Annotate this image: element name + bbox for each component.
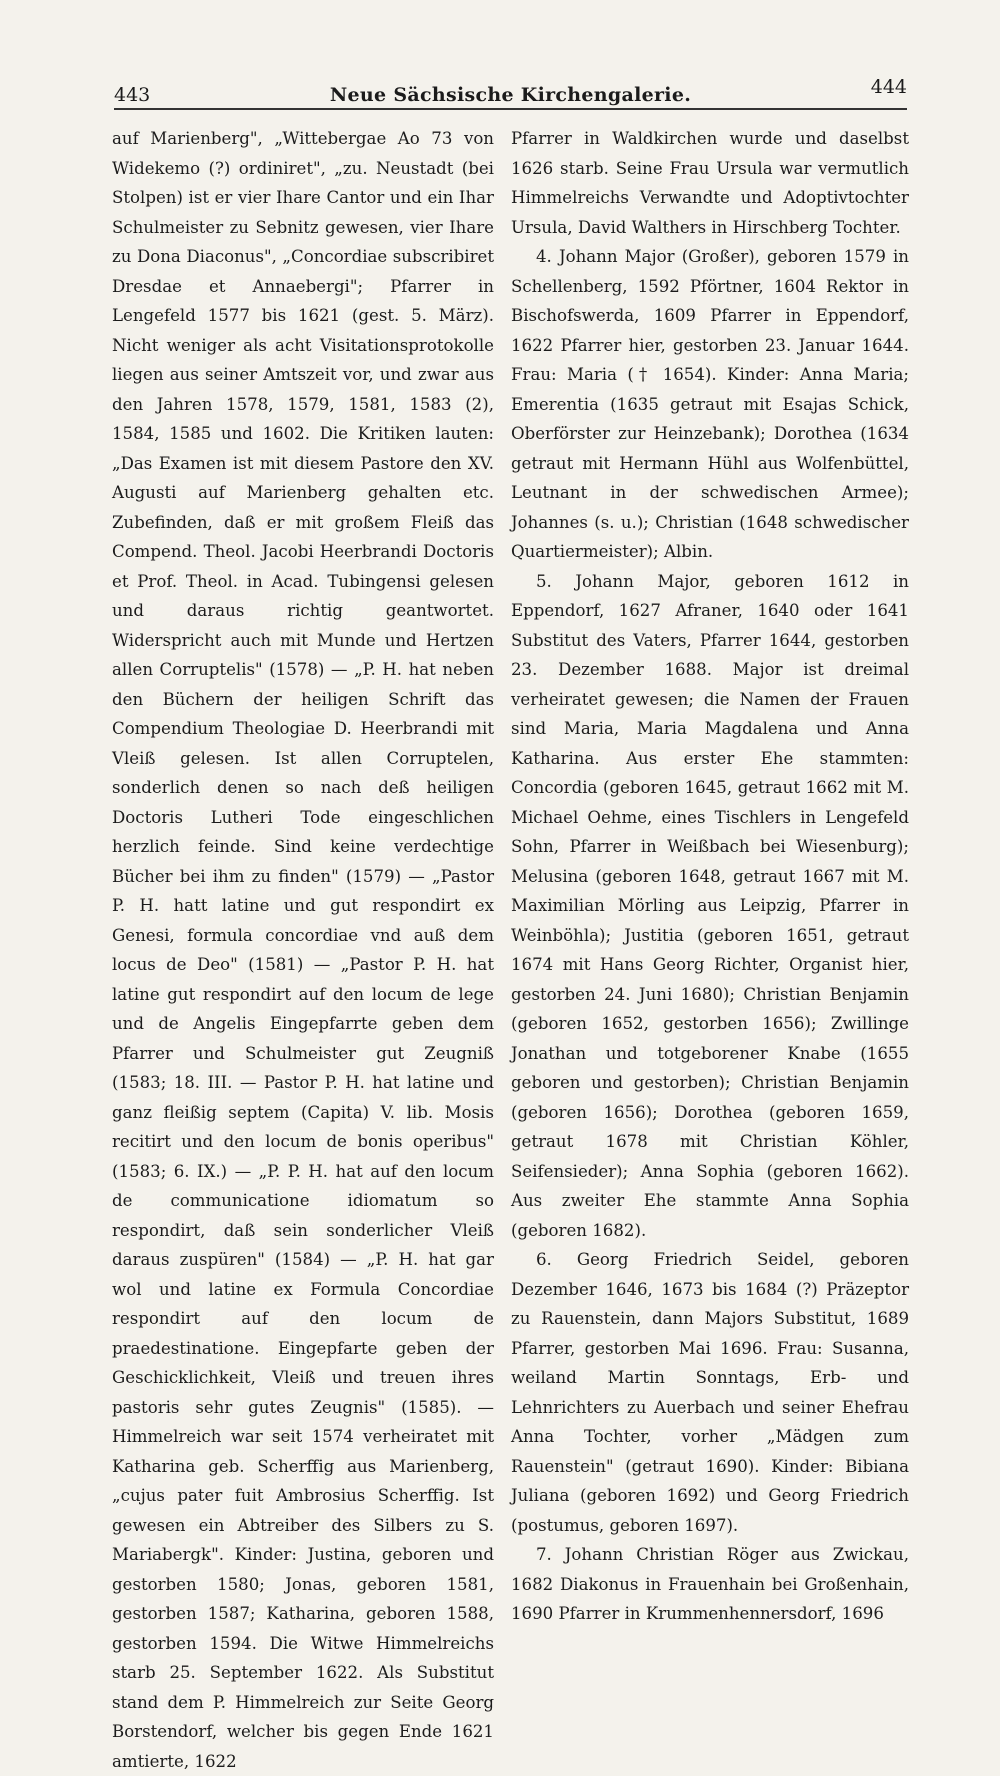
right-column xyxy=(511,124,909,1623)
page-number-right: 444 xyxy=(870,76,907,98)
paragraph: Pfarrer in Waldkirchen wurde und daselbst 1626 starb. Seine Frau Ursula war vermutlich Himmelreichs Verwandte und Adoptivtochter Ursula, David Walthers in Hirschberg Tochter. xyxy=(511,129,909,237)
running-header xyxy=(114,72,907,110)
paragraph: auf Marienberg", „Wittebergae Ao 73 von Widekemo (?) ordiniret", „zu. Neustadt (bei Stolpen) ist er vier Ihare Cantor und ein Ihar Schulmeister zu Sebnitz gewesen, vier Ihare zu Dona Diaconus", „Concordiae subscribiret Dresdae et Annaebergi"; Pfarrer in Lengefeld 1577 bis 1621 (gest. 5. März). Nicht weniger als acht Visitationsprotokolle liegen aus seiner Amtszeit vor, und zwar aus den Jahren 1578, 1579, 1581, 1583 (2), 1584, 1585 und 1602. Die Kritiken lauten: „Das Examen ist mit diesem Pastore den XV. Augusti auf Marienberg gehalten etc. Zubefinden, daß er mit großem Fleiß das Compend. Theol. Jacobi Heerbrandi Doctoris et Prof. Theol. in Acad. Tubingensi gelesen und daraus richtig geantwortet. Widerspricht auch mit Munde und Hertzen allen Corruptelis" (1578) — „P. H. hat neben den Büchern der heiligen Schrift das Compendium Theologiae D. Heerbrandi mit Vleiß gelesen. Ist allen Corruptelen, sonderlich denen so nach deß heiligen Doctoris Lutheri Tode eingeschlichen herzlich feinde. Sind keine verdechtige Bücher bei ihm zu finden" (1579) — „Pastor P. H. hatt latine und gut respondirt ex Genesi, formula concordiae vnd auß dem locus de Deo" (1581) — „Pastor P. H. hat latine gut respondirt auf den locum de lege und de Angelis Eingepfarrte geben dem Pfarrer und Schulmeister gut Zeugniß (1583; 18. III. — Pastor P. H. hat latine und ganz fleißig septem (Capita) V. lib. Mosis recitirt und den locum de bonis operibus" (1583; 6. IX.) — „P. P. H. hat auf den locum de communicatione idiomatum so respondirt, daß sein sonderlicher Vleiß daraus zuspüren" (1584) — „P. H. hat gar wol und latine ex Formula Concordiae respondirt auf den locum de praedestinatione. Eingepfarte geben der Geschicklichkeit, Vleiß und treuen ihres pastoris sehr gutes Zeugnis" (1585). — Himmelreich war seit 1574 verheiratet mit Katharina geb. Scherffig aus Marienberg, „cujus pater fuit Ambrosius Scherffig. Ist gewesen ein Abtreiber des Silbers zu S. Mariabergk". Kinder: Justina, geboren und gestorben 1580; Jonas, geboren 1581, gestorben 1587; Katharina, geboren 1588, gestorben 1594. Die Witwe Himmelreichs starb 25. September 1622. Als Substitut stand dem P. Himmelreich zur Seite Georg Borstendorf, welcher bis gegen Ende 1621 amtierte, 1622 xyxy=(112,129,494,1771)
running-title: Neue Sächsische Kirchengalerie. xyxy=(329,84,692,106)
paragraph: 5. Johann Major, geboren 1612 in Eppendorf, 1627 Afraner, 1640 oder 1641 Substitut des Vaters, Pfarrer 1644, gestorben 23. Dezember 1688. Major ist dreimal verheiratet gewesen; die Namen der Frauen sind Maria, Maria Magdalena und Anna Katharina. Aus erster Ehe stammten: Concordia (geboren 1645, getraut 1662 mit M. Michael Oehme, eines Tischlers in Lengefeld Sohn, Pfarrer in Weißbach bei Wiesenburg); Melusina (geboren 1648, getraut 1667 mit M. Maximilian Mörling aus Leipzig, Pfarrer in Weinböhla); Justitia (geboren 1651, getraut 1674 mit Hans Georg Richter, Organist hier, gestorben 24. Juni 1680); Christian Benjamin (geboren 1652, gestorben 1656); Zwillinge Jonathan und totgeborener Knabe (1655 geboren und gestorben); Christian Benjamin (geboren 1656); Dorothea (geboren 1659, getraut 1678 mit Christian Köhler, Seifensieder); Anna Sophia (geboren 1662). Aus zweiter Ehe stammte Anna Sophia (geboren 1682). xyxy=(511,571,909,1240)
paragraph: 6. Georg Friedrich Seidel, geboren Dezember 1646, 1673 bis 1684 (?) Präzeptor zu Rauenstein, dann Majors Substitut, 1689 Pfarrer, gestorben Mai 1696. Frau: Susanna, weiland Martin Sonntags, Erb- und Lehnrichters zu Auerbach und seiner Ehefrau Anna Tochter, vorher „Mädgen zum Rauenstein" (getraut 1690). Kinder: Bibiana Juliana (geboren 1692) und Georg Friedrich (postumus, geboren 1697). xyxy=(511,1250,909,1535)
paragraph: 4. Johann Major (Großer), geboren 1579 in Schellenberg, 1592 Pförtner, 1604 Rektor in Bischofswerda, 1609 Pfarrer in Eppendorf, 1622 Pfarrer hier, gestorben 23. Januar 1644. Frau: Maria († 1654). Kinder: Anna Maria; Emerentia (1635 getraut mit Esajas Schick, Oberförster zur Heinzebank); Dorothea (1634 getraut mit Hermann Hühl aus Wolfenbüttel, Leutnant in der schwedischen Armee); Johannes (s. u.); Christian (1648 schwedischer Quartiermeister); Albin. xyxy=(511,247,909,561)
paragraph: 7. Johann Christian Röger aus Zwickau, 1682 Diakonus in Frauenhain bei Großenhain, 1690 Pfarrer in Krummenhennersdorf, 1696 xyxy=(511,1545,909,1623)
page-number-left: 443 xyxy=(114,84,151,106)
left-column xyxy=(112,124,494,1771)
